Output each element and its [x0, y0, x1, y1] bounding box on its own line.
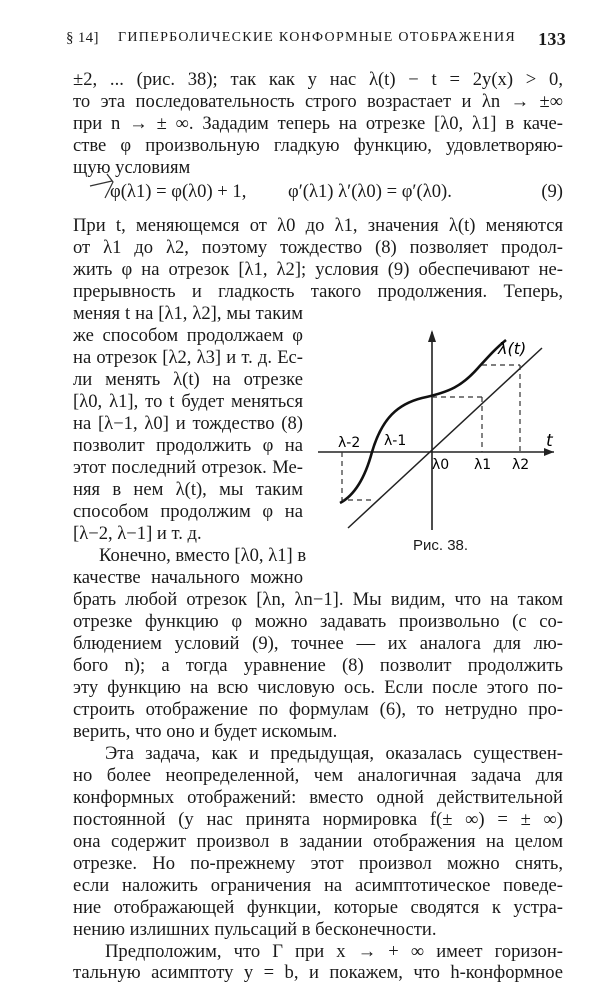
y-axis-label: λ(t): [498, 339, 527, 358]
text-line: конформных отображений: вместо одной действительной: [73, 787, 563, 808]
equation-number: (9): [541, 181, 563, 202]
text-line: постоянной (у нас принята нормировка f(± ∞) = ± ∞): [73, 809, 563, 830]
lambda-axis-arrow-icon: [428, 330, 436, 342]
running-title: ГИПЕРБОЛИЧЕСКИЕ КОНФОРМНЫЕ ОТОБРАЖЕНИЯ: [118, 30, 517, 45]
text-line: ние отображающей функции, которые сводятся к устра-: [73, 897, 563, 918]
text-line: она содержит произвол в задании отображения на целом: [73, 831, 563, 852]
label-lambda-2: λ2: [512, 457, 530, 473]
text-line: если наложить ограничения на асимптотическое поведе-: [73, 875, 563, 896]
text-line: то эта последовательность строго возрастает и λn → ±∞: [73, 91, 563, 112]
figure-38: [310, 300, 560, 535]
text-line: Конечно, вместо [λ0, λ1] в: [99, 545, 307, 566]
x-axis-label: t: [546, 431, 553, 451]
text-line: отрезке. Но по-прежнему этот произвол можно снять,: [73, 853, 563, 874]
text-line: способом продолжим φ на: [73, 501, 303, 522]
text-line: на отрезок [λ2, λ3] и т. д. Ес-: [73, 347, 303, 368]
label-lambda-0: λ0: [432, 457, 450, 473]
text-line: [λ0, λ1], то t будет меняться: [73, 391, 303, 412]
text-line: но более неопределенной, чем аналогичная задача для: [73, 765, 563, 786]
text-line: щую условиям: [73, 157, 191, 178]
text-line: Эта задача, как и предыдущая, оказалась существен-: [105, 743, 563, 764]
text-line: тальную асимптоту y = b, и покажем, что h-конформное: [73, 962, 563, 983]
text-line: меняя t на [λ1, λ2], мы таким: [73, 303, 303, 324]
page-header: [66, 30, 566, 52]
text-line: этот последний отрезок. Ме-: [73, 457, 303, 478]
text-line: от λ1 до λ2, поэтому тождество (8) позволяет продол-: [73, 237, 563, 258]
text-line: ±2, ... (рис. 38); так как у нас λ(t) − t = 2y(x) > 0,: [73, 69, 563, 90]
lambda-curve: [340, 340, 506, 503]
text-line: бого n); а тогда уравнение (8) позволит продолжить: [73, 655, 563, 676]
construction-lines: [342, 365, 520, 500]
text-line: отрезке функцию φ можно задавать произвольно (с со-: [73, 611, 563, 632]
text-line: прерывность и гладкость такого продолжения. Теперь,: [73, 281, 563, 302]
text-line: строить отображение по формулам (6), то нетрудно про-: [73, 699, 563, 720]
text-line: брать любой отрезок [λn, λn−1]. Мы видим, что на таком: [73, 589, 563, 610]
text-line: при n → ± ∞. Зададим теперь на отрезке [λ0, λ1] в каче-: [73, 113, 563, 134]
label-lambda-minus-1: λ-1: [384, 433, 407, 449]
text-line: [λ−2, λ−1] и т. д.: [73, 523, 202, 544]
label-lambda-minus-2: λ-2: [338, 435, 361, 451]
text-line: При t, меняющемся от λ0 до λ1, значения λ(t) меняются: [73, 215, 563, 236]
text-line: на [λ−1, λ0] и тождество (8): [73, 413, 303, 434]
text-line: стве φ произвольную гладкую функцию, удовлетворяю-: [73, 135, 563, 156]
figure-caption: Рис. 38.: [413, 537, 469, 554]
equation-lhs: φ(λ1) = φ(λ0) + 1,: [110, 181, 247, 202]
text-line: блюдением условий (9), точнее — их аналога для лю-: [73, 633, 563, 654]
text-line: качестве начального можно: [73, 567, 303, 588]
text-line: ли менять λ(t) на отрезке: [73, 369, 303, 390]
text-line: няя в нем λ(t), мы таким: [73, 479, 303, 500]
text-line: же способом продолжаем φ: [73, 325, 303, 346]
text-line: позволит продолжить φ на: [73, 435, 303, 456]
equation-rhs: φ′(λ1) λ′(λ0) = φ′(λ0).: [288, 181, 452, 202]
label-lambda-1: λ1: [474, 457, 492, 473]
text-line: верить, что оно и будет искомым.: [73, 721, 338, 742]
section-number: § 14]: [66, 30, 99, 46]
text-line: эту функцию на всю числовую ось. Если после этого по-: [73, 677, 563, 698]
page-number: 133: [538, 29, 566, 49]
text-line: нению излишних пульсаций в бесконечности.: [73, 919, 437, 940]
text-line: Предположим, что Γ при x → + ∞ имеет горизон-: [105, 941, 563, 962]
text-line: жить φ на отрезок [λ1, λ2]; условия (9) обеспечивают не-: [73, 259, 563, 280]
